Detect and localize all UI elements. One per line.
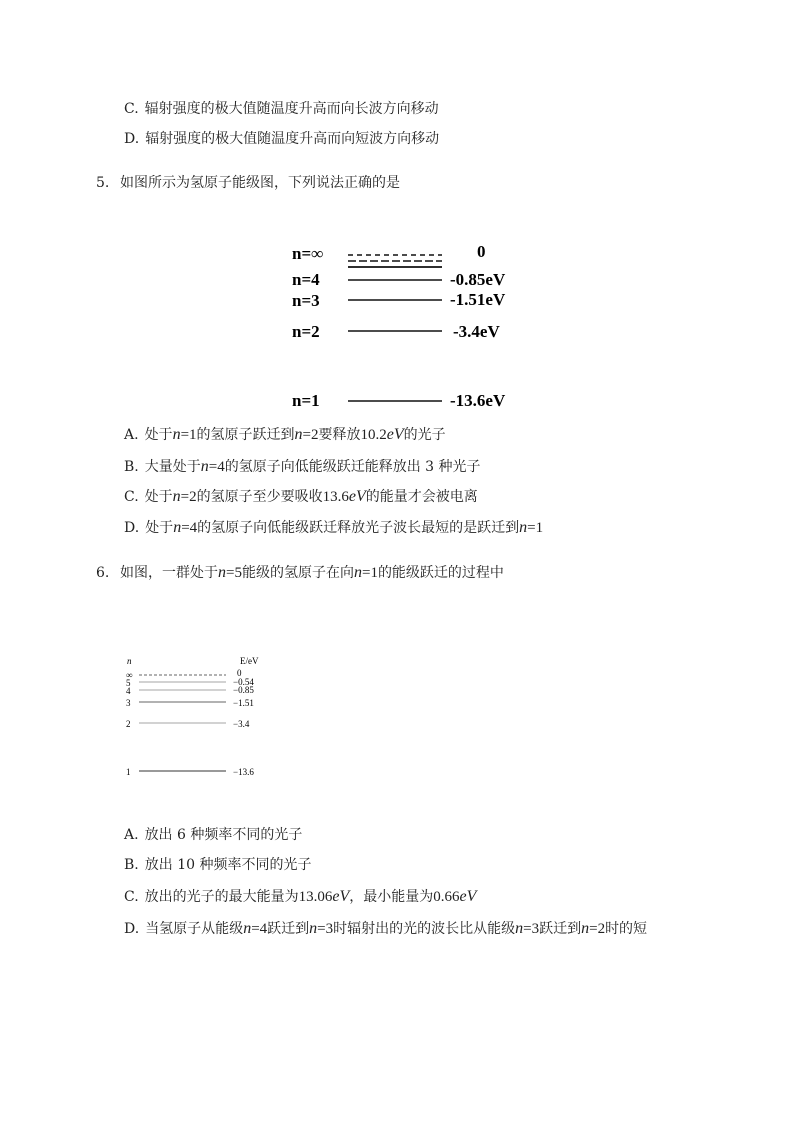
math-value: 13.06 — [298, 889, 333, 905]
level-label-n2: n=2 — [292, 322, 320, 341]
q4-option-c — [124, 100, 439, 118]
math-value: 4 — [217, 459, 225, 475]
math-value: 4 — [259, 921, 268, 937]
level-e-inf: 0 — [237, 668, 242, 678]
level-energy-n4: -0.85eV — [450, 270, 506, 289]
math-value: 2 — [189, 489, 197, 505]
level-e2: −3.4 — [233, 719, 250, 729]
math-op: = — [589, 921, 598, 937]
math-op: = — [302, 427, 311, 443]
level-n2: 2 — [126, 719, 131, 729]
math-value: 4 — [189, 520, 198, 536]
level-label-n3: n=3 — [292, 291, 320, 310]
math-var: n — [519, 519, 528, 536]
q6-option-c — [124, 888, 476, 906]
level-n4: 4 — [126, 686, 131, 696]
math-op: = — [226, 565, 235, 581]
option-letter: D. — [124, 520, 140, 536]
q5-option-b — [124, 458, 481, 476]
math-var: n — [172, 488, 181, 505]
option-text: 处于 — [144, 489, 173, 505]
option-text: 处于 — [145, 520, 174, 536]
math-op: = — [181, 520, 190, 536]
math-op: = — [180, 489, 190, 505]
math-value: 1 — [370, 565, 378, 581]
math-op: = — [527, 520, 536, 536]
math-unit: eV — [459, 888, 477, 905]
math-var: n — [172, 426, 181, 443]
level-n1: 1 — [126, 767, 131, 777]
question-text: 如图，一群处于 — [120, 565, 218, 581]
math-value: 2 — [311, 427, 319, 443]
level-e3: −1.51 — [233, 698, 254, 708]
level-energy-n2: -3.4eV — [453, 322, 500, 341]
level-energy-n1: -13.6eV — [450, 391, 506, 410]
math-var: n — [353, 564, 362, 581]
math-op: = — [523, 921, 532, 937]
option-text: 的氢原子向低能级跃迁释放光子波长最短的是跃迁到 — [197, 520, 520, 536]
math-value: 3 — [325, 921, 334, 937]
option-letter: B. — [124, 459, 139, 475]
math-var: n — [515, 920, 524, 937]
math-value: 1 — [189, 427, 197, 443]
question-text: 的能级跃迁的过程中 — [377, 565, 504, 581]
option-letter: B. — [124, 857, 139, 873]
q6-option-b — [124, 856, 311, 874]
q6-option-a — [124, 826, 302, 844]
option-text: 跃迁到 — [539, 921, 582, 937]
q5-option-d — [124, 519, 543, 537]
q5-option-c — [124, 488, 478, 506]
level-e5: −0.54 — [233, 677, 254, 687]
math-var: n — [309, 920, 318, 937]
level-label-n-inf: n=∞ — [292, 244, 324, 263]
level-label-n1: n=1 — [292, 391, 320, 410]
math-op: = — [208, 459, 218, 475]
option-letter: C. — [124, 489, 139, 505]
option-text: 放出 6 种频率不同的光子 — [144, 827, 303, 843]
option-text: 的氢原子至少要吸收 — [196, 489, 323, 505]
math-var: n — [243, 920, 252, 937]
option-text: 跃迁到 — [267, 921, 310, 937]
question-number: 6. — [96, 565, 110, 581]
level-e1: −13.6 — [233, 767, 254, 777]
math-var: n — [173, 519, 182, 536]
math-value: 13.6 — [322, 489, 349, 505]
math-op: = — [361, 565, 371, 581]
math-var: n — [581, 920, 590, 937]
option-text: 辐射强度的极大值随温度升高而向长波方向移动 — [144, 101, 439, 117]
q6-stem — [96, 564, 504, 582]
option-text: 的氢原子向低能级跃迁能释放出 3 种光子 — [224, 459, 481, 475]
math-unit: eV — [386, 426, 404, 443]
option-text: 大量处于 — [144, 459, 201, 475]
level-energy-n-inf: 0 — [477, 242, 486, 261]
math-var: n — [218, 564, 226, 581]
option-text: 辐射强度的极大值随温度升高而向短波方向移动 — [145, 131, 440, 147]
option-letter: A. — [124, 427, 139, 443]
math-unit: eV — [348, 488, 366, 505]
level-n5: 5 — [126, 678, 131, 688]
level-e4: −0.85 — [233, 685, 254, 695]
option-text: 放出的光子的最大能量为 — [144, 889, 299, 905]
math-value: 1 — [535, 520, 544, 536]
q6-option-d — [124, 920, 647, 938]
math-value: 2 — [597, 921, 606, 937]
option-letter: D. — [124, 131, 140, 147]
math-op: = — [317, 921, 326, 937]
q5-stem — [96, 174, 400, 192]
option-text: ，最小能量为 — [349, 889, 434, 905]
math-unit: eV — [332, 888, 350, 905]
math-op: = — [251, 921, 260, 937]
option-text: 放出 10 种频率不同的光子 — [144, 857, 312, 873]
option-letter: C. — [124, 889, 139, 905]
option-letter: C. — [124, 101, 139, 117]
math-op: = — [180, 427, 190, 443]
option-text: 时的短 — [605, 921, 648, 937]
math-value: 10.2 — [360, 427, 387, 443]
option-text: 的氢原子跃迁到 — [196, 427, 295, 443]
level-label-n4: n=4 — [292, 270, 320, 289]
math-var: n — [294, 426, 303, 443]
option-text: 的能量才会被电离 — [365, 489, 478, 505]
question-text: 如图所示为氢原子能级图，下列说法正确的是 — [120, 175, 400, 191]
math-value: 3 — [531, 921, 540, 937]
q5-energy-level-diagram — [280, 235, 540, 420]
math-value: 5 — [234, 565, 242, 581]
level-n-inf: ∞ — [126, 670, 133, 680]
option-text: 要释放 — [318, 427, 361, 443]
level-n3: 3 — [126, 698, 131, 708]
q4-option-d — [124, 130, 439, 148]
option-letter: D. — [124, 921, 140, 937]
math-value: 0.66 — [433, 889, 460, 905]
question-text: 能级的氢原子在向 — [241, 565, 354, 581]
energy-axis-header: E/eV — [240, 656, 259, 666]
option-text: 处于 — [144, 427, 173, 443]
option-text: 当氢原子从能级 — [145, 921, 244, 937]
option-text: 的光子 — [403, 427, 446, 443]
math-var: n — [200, 458, 209, 475]
level-energy-n3: -1.51eV — [450, 290, 506, 309]
q5-option-a — [124, 426, 446, 444]
option-text: 时辐射出的光的波长比从能级 — [333, 921, 516, 937]
question-number: 5. — [96, 175, 110, 191]
q6-energy-level-diagram — [120, 650, 300, 785]
option-letter: A. — [124, 827, 139, 843]
n-axis-header: n — [127, 656, 132, 666]
